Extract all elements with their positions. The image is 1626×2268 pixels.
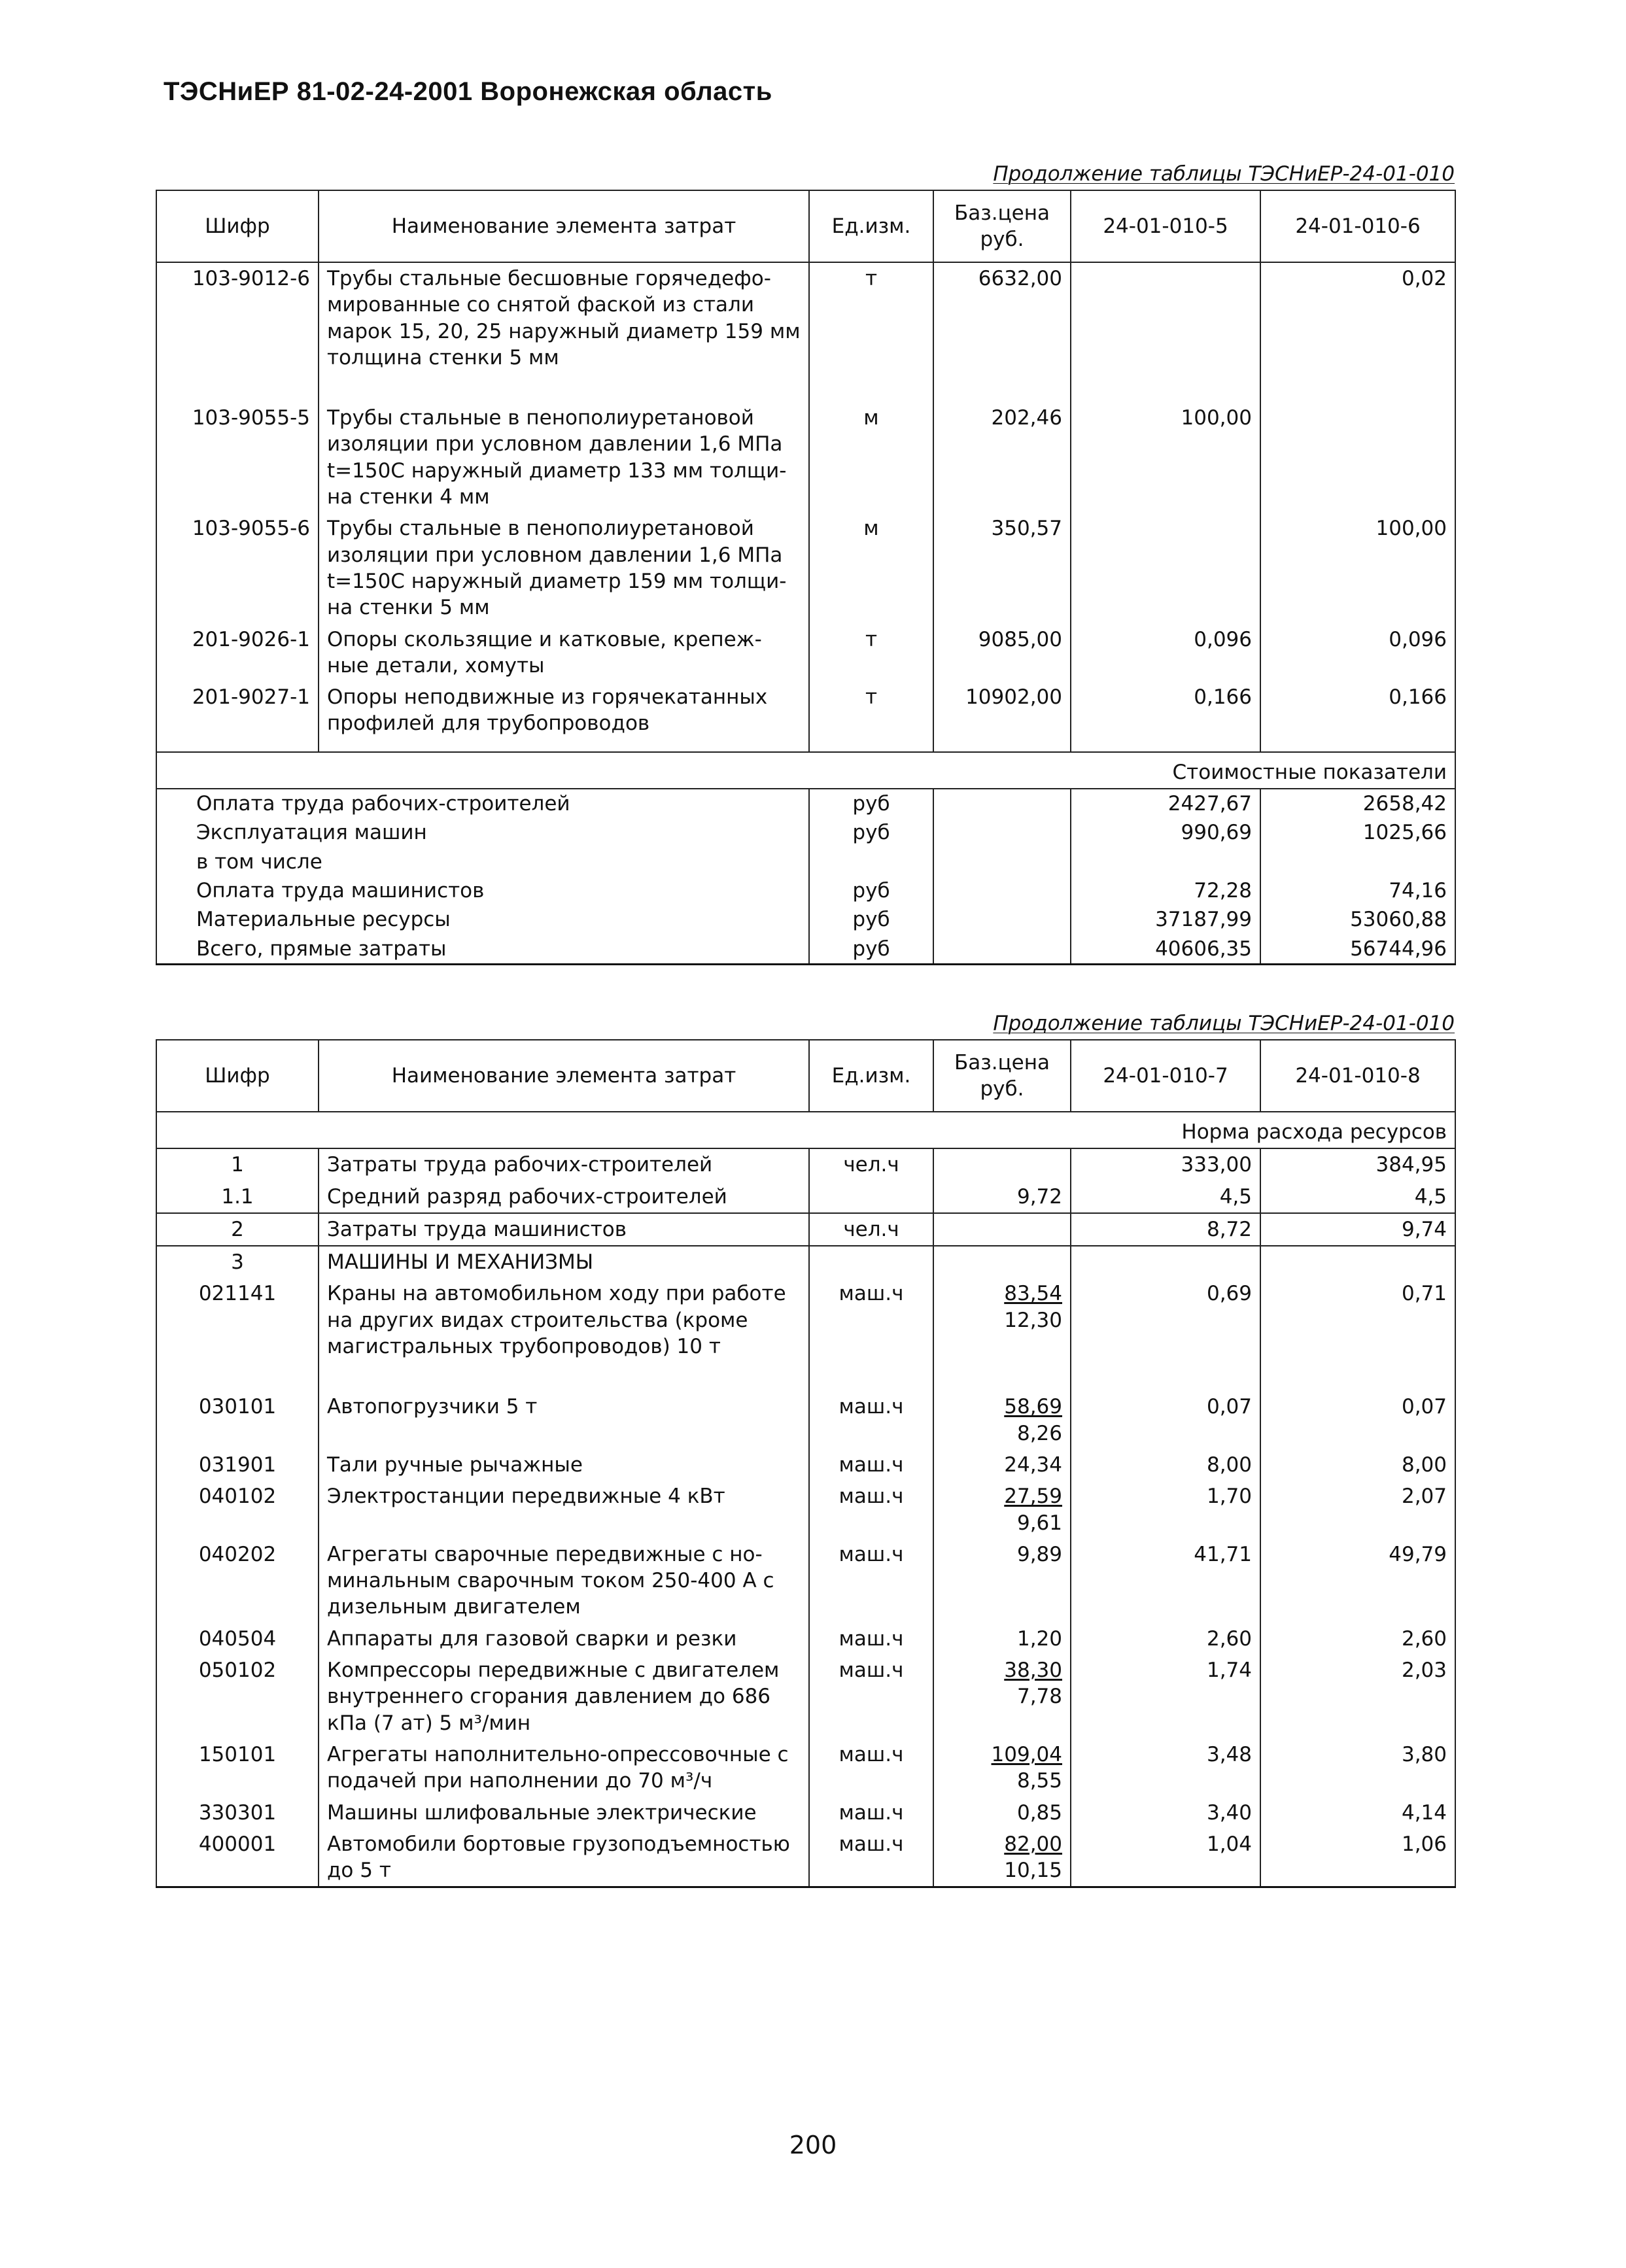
totals-name: Оплата труда машинистов bbox=[156, 876, 809, 905]
row-value-2: 0,71 bbox=[1260, 1278, 1455, 1391]
row-value-1: 3,48 bbox=[1071, 1739, 1260, 1797]
row-code: 103-9055-5 bbox=[156, 402, 319, 513]
row-price bbox=[933, 1739, 1071, 1797]
row-value-1: 0,07 bbox=[1071, 1391, 1260, 1449]
table-row bbox=[156, 1539, 1455, 1623]
row-name: Электростанции передвижные 4 кВт bbox=[319, 1481, 809, 1539]
table-row bbox=[156, 262, 1455, 402]
totals-row bbox=[156, 905, 1455, 934]
totals-name: Оплата труда рабочих-строителей bbox=[156, 789, 809, 818]
row-name: Трубы стальные в пенополиуретановой изоляции при условном давлении 1,6 МПа t=150С наружный диаметр 133 мм толщи-на стенки 4 мм bbox=[319, 402, 809, 513]
totals-price-empty bbox=[933, 876, 1071, 905]
totals-unit bbox=[809, 848, 933, 876]
row-value-1: 3,40 bbox=[1071, 1797, 1260, 1829]
table2-body bbox=[156, 1112, 1455, 1887]
row-name: Машины шлифовальные электрические bbox=[319, 1797, 809, 1829]
row-value-1 bbox=[1071, 1246, 1260, 1278]
row-value-2: 0,07 bbox=[1260, 1391, 1455, 1449]
table-row bbox=[156, 624, 1455, 682]
totals-value-1: 990,69 bbox=[1071, 818, 1260, 847]
totals-value-1: 37187,99 bbox=[1071, 905, 1260, 934]
row-value-2: 0,096 bbox=[1260, 624, 1455, 682]
row-value-1: 8,72 bbox=[1071, 1213, 1260, 1246]
row-code: 040202 bbox=[156, 1539, 319, 1623]
row-value-2: 0,166 bbox=[1260, 681, 1455, 752]
totals-value-1 bbox=[1071, 848, 1260, 876]
table2-header-row bbox=[156, 1040, 1455, 1112]
price-value: 1,20 bbox=[1016, 1626, 1062, 1651]
operator-wage-value: 10,15 bbox=[1004, 1859, 1062, 1883]
totals-unit: руб bbox=[809, 905, 933, 934]
totals-value-2 bbox=[1260, 848, 1455, 876]
row-name: Тали ручные рычажные bbox=[319, 1449, 809, 1481]
totals-value-2: 1025,66 bbox=[1260, 818, 1455, 847]
row-price: 10902,00 bbox=[933, 681, 1071, 752]
section-row bbox=[156, 752, 1455, 789]
row-price bbox=[933, 1213, 1071, 1246]
totals-value-2: 56744,96 bbox=[1260, 935, 1455, 965]
operator-wage-value: 8,26 bbox=[1016, 1421, 1062, 1445]
row-code: 050102 bbox=[156, 1655, 319, 1739]
row-unit: маш.ч bbox=[809, 1623, 933, 1655]
row-unit: маш.ч bbox=[809, 1655, 933, 1739]
row-unit: т bbox=[809, 624, 933, 682]
row-code: 031901 bbox=[156, 1449, 319, 1481]
totals-name: Материальные ресурсы bbox=[156, 905, 809, 934]
price-value: 58,69 bbox=[1004, 1395, 1062, 1419]
row-value-1: 4,5 bbox=[1071, 1181, 1260, 1213]
row-price bbox=[933, 1181, 1071, 1213]
row-value-1: 2,60 bbox=[1071, 1623, 1260, 1655]
row-unit: маш.ч bbox=[809, 1449, 933, 1481]
table2-col-price: Баз.цена руб. bbox=[933, 1040, 1071, 1112]
table2-col-name: Наименование элемента затрат bbox=[319, 1040, 809, 1112]
table-row bbox=[156, 681, 1455, 752]
row-value-2: 1,06 bbox=[1260, 1829, 1455, 1887]
totals-unit: руб bbox=[809, 935, 933, 965]
row-name: Трубы стальные в пенополиуретановой изоляции при условном давлении 1,6 МПа t=150С наружный диаметр 159 мм толщи-на стенки 5 мм bbox=[319, 513, 809, 623]
row-name: Опоры скользящие и катковые, крепеж-ные детали, хомуты bbox=[319, 624, 809, 682]
row-value-2 bbox=[1260, 402, 1455, 513]
table-row bbox=[156, 1246, 1455, 1278]
totals-price-empty bbox=[933, 935, 1071, 965]
row-price bbox=[933, 1449, 1071, 1481]
row-price bbox=[933, 1623, 1071, 1655]
row-value-2: 2,03 bbox=[1260, 1655, 1455, 1739]
row-name: Автомобили бортовые грузоподъемностью до 5 т bbox=[319, 1829, 809, 1887]
row-unit: м bbox=[809, 402, 933, 513]
row-value-2: 49,79 bbox=[1260, 1539, 1455, 1623]
row-price bbox=[933, 1278, 1071, 1391]
row-code: 400001 bbox=[156, 1829, 319, 1887]
row-unit: маш.ч bbox=[809, 1391, 933, 1449]
totals-value-2: 74,16 bbox=[1260, 876, 1455, 905]
row-code: 201-9027-1 bbox=[156, 681, 319, 752]
table-row bbox=[156, 1148, 1455, 1180]
price-value: 82,00 bbox=[1004, 1832, 1062, 1856]
row-code: 201-9026-1 bbox=[156, 624, 319, 682]
row-name: Автопогрузчики 5 т bbox=[319, 1391, 809, 1449]
row-name: Агрегаты наполнительно-опрессовочные с подачей при наполнении до 70 м³/ч bbox=[319, 1739, 809, 1797]
row-unit: маш.ч bbox=[809, 1739, 933, 1797]
price-value: 24,34 bbox=[1004, 1452, 1062, 1477]
totals-name: Всего, прямые затраты bbox=[156, 935, 809, 965]
table-row bbox=[156, 1181, 1455, 1213]
row-price bbox=[933, 1829, 1071, 1887]
table1-col-price: Баз.цена руб. bbox=[933, 190, 1071, 262]
row-value-2: 2,60 bbox=[1260, 1623, 1455, 1655]
row-name: Затраты труда рабочих-строителей bbox=[319, 1148, 809, 1180]
table-row bbox=[156, 1829, 1455, 1887]
row-price bbox=[933, 1246, 1071, 1278]
row-code: 2 bbox=[156, 1213, 319, 1246]
row-name: МАШИНЫ И МЕХАНИЗМЫ bbox=[319, 1246, 809, 1278]
totals-value-1: 2427,67 bbox=[1071, 789, 1260, 818]
row-code: 3 bbox=[156, 1246, 319, 1278]
row-unit: маш.ч bbox=[809, 1829, 933, 1887]
row-price bbox=[933, 1148, 1071, 1180]
row-name: Средний разряд рабочих-строителей bbox=[319, 1181, 809, 1213]
price-value: 109,04 bbox=[991, 1742, 1062, 1766]
table2-continuation-caption: Продолжение таблицы ТЭСНиЕР-24-01-010 bbox=[993, 1012, 1455, 1035]
row-name: Компрессоры передвижные с двигателем внутреннего сгорания давлением до 686 кПа (7 ат) 5 м³/мин bbox=[319, 1655, 809, 1739]
row-unit bbox=[809, 1181, 933, 1213]
row-value-2: 8,00 bbox=[1260, 1449, 1455, 1481]
row-price bbox=[933, 1655, 1071, 1739]
table-row bbox=[156, 1278, 1455, 1391]
table1 bbox=[156, 190, 1456, 965]
row-unit: маш.ч bbox=[809, 1278, 933, 1391]
section-row bbox=[156, 1112, 1455, 1148]
totals-row bbox=[156, 876, 1455, 905]
row-code: 330301 bbox=[156, 1797, 319, 1829]
row-value-2: 100,00 bbox=[1260, 513, 1455, 623]
row-code: 1.1 bbox=[156, 1181, 319, 1213]
row-value-2: 2,07 bbox=[1260, 1481, 1455, 1539]
operator-wage-value: 9,61 bbox=[1016, 1511, 1062, 1535]
row-value-1: 1,04 bbox=[1071, 1829, 1260, 1887]
table-row bbox=[156, 402, 1455, 513]
row-unit: чел.ч bbox=[809, 1213, 933, 1246]
totals-row bbox=[156, 935, 1455, 965]
row-price bbox=[933, 1797, 1071, 1829]
row-code: 103-9055-6 bbox=[156, 513, 319, 623]
table1-col-010-5: 24-01-010-5 bbox=[1071, 190, 1260, 262]
row-value-2: 384,95 bbox=[1260, 1148, 1455, 1180]
row-value-1 bbox=[1071, 262, 1260, 402]
row-price: 9085,00 bbox=[933, 624, 1071, 682]
row-unit: т bbox=[809, 681, 933, 752]
row-value-1: 333,00 bbox=[1071, 1148, 1260, 1180]
totals-value-2: 53060,88 bbox=[1260, 905, 1455, 934]
row-code: 1 bbox=[156, 1148, 319, 1180]
row-value-2: 0,02 bbox=[1260, 262, 1455, 402]
row-name: Опоры неподвижные из горячекатанных профилей для трубопроводов bbox=[319, 681, 809, 752]
row-price: 202,46 bbox=[933, 402, 1071, 513]
table1-col-unit: Ед.изм. bbox=[809, 190, 933, 262]
row-value-1: 100,00 bbox=[1071, 402, 1260, 513]
totals-price-empty bbox=[933, 789, 1071, 818]
row-value-2: 9,74 bbox=[1260, 1213, 1455, 1246]
row-unit: маш.ч bbox=[809, 1797, 933, 1829]
row-unit: м bbox=[809, 513, 933, 623]
totals-row bbox=[156, 789, 1455, 818]
row-unit bbox=[809, 1246, 933, 1278]
totals-value-1: 40606,35 bbox=[1071, 935, 1260, 965]
row-price bbox=[933, 1391, 1071, 1449]
table1-col-name: Наименование элемента затрат bbox=[319, 190, 809, 262]
table-row bbox=[156, 1655, 1455, 1739]
price-value: 27,59 bbox=[1004, 1485, 1062, 1509]
row-name: Затраты труда машинистов bbox=[319, 1213, 809, 1246]
table-row bbox=[156, 1449, 1455, 1481]
section-label-resource-norms: Норма расхода ресурсов bbox=[156, 1112, 1455, 1148]
table2-col-010-8: 24-01-010-8 bbox=[1260, 1040, 1455, 1112]
table-row bbox=[156, 1391, 1455, 1449]
table2-col-code: Шифр bbox=[156, 1040, 319, 1112]
row-value-2: 4,5 bbox=[1260, 1181, 1455, 1213]
row-value-2 bbox=[1260, 1246, 1455, 1278]
operator-wage-value: 12,30 bbox=[1004, 1308, 1062, 1332]
row-price: 350,57 bbox=[933, 513, 1071, 623]
table-row bbox=[156, 1797, 1455, 1829]
totals-price-empty bbox=[933, 848, 1071, 876]
row-value-1: 0,69 bbox=[1071, 1278, 1260, 1391]
table2 bbox=[156, 1039, 1456, 1888]
row-name: Аппараты для газовой сварки и резки bbox=[319, 1623, 809, 1655]
row-unit: маш.ч bbox=[809, 1481, 933, 1539]
row-price bbox=[933, 1481, 1071, 1539]
row-code: 040504 bbox=[156, 1623, 319, 1655]
row-name: Краны на автомобильном ходу при работе на других видах строительства (кроме магистральных трубопроводов) 10 т bbox=[319, 1278, 809, 1391]
table-row bbox=[156, 1213, 1455, 1246]
table-row bbox=[156, 1739, 1455, 1797]
row-name: Трубы стальные бесшовные горячедефо-мированные со снятой фаской из стали марок 15, 20, 25 наружный диаметр 159 мм толщина стенки 5 мм bbox=[319, 262, 809, 402]
row-value-2: 3,80 bbox=[1260, 1739, 1455, 1797]
price-value: 83,54 bbox=[1004, 1282, 1062, 1306]
operator-wage-value: 7,78 bbox=[1016, 1685, 1062, 1709]
totals-price-empty bbox=[933, 905, 1071, 934]
totals-unit: руб bbox=[809, 818, 933, 847]
row-code: 150101 bbox=[156, 1739, 319, 1797]
row-value-1 bbox=[1071, 513, 1260, 623]
table1-continuation-caption: Продолжение таблицы ТЭСНиЕР-24-01-010 bbox=[993, 162, 1455, 186]
row-unit: маш.ч bbox=[809, 1539, 933, 1623]
table1-col-010-6: 24-01-010-6 bbox=[1260, 190, 1455, 262]
totals-price-empty bbox=[933, 818, 1071, 847]
price-value: 9,89 bbox=[1016, 1542, 1062, 1566]
totals-unit: руб bbox=[809, 876, 933, 905]
table-row bbox=[156, 1481, 1455, 1539]
row-value-1: 41,71 bbox=[1071, 1539, 1260, 1623]
page-number: 200 bbox=[789, 2131, 837, 2159]
row-code: 040102 bbox=[156, 1481, 319, 1539]
row-value-2: 4,14 bbox=[1260, 1797, 1455, 1829]
table2-col-010-7: 24-01-010-7 bbox=[1071, 1040, 1260, 1112]
row-value-1: 1,70 bbox=[1071, 1481, 1260, 1539]
row-name: Агрегаты сварочные передвижные с но-минальным сварочным током 250-400 А с дизельным двигателем bbox=[319, 1539, 809, 1623]
row-unit: чел.ч bbox=[809, 1148, 933, 1180]
price-value: 0,85 bbox=[1016, 1800, 1062, 1825]
totals-row bbox=[156, 818, 1455, 847]
row-value-1: 0,096 bbox=[1071, 624, 1260, 682]
table2-col-unit: Ед.изм. bbox=[809, 1040, 933, 1112]
table-row bbox=[156, 513, 1455, 623]
totals-value-1: 72,28 bbox=[1071, 876, 1260, 905]
totals-row bbox=[156, 848, 1455, 876]
table1-col-code: Шифр bbox=[156, 190, 319, 262]
totals-unit: руб bbox=[809, 789, 933, 818]
table-row bbox=[156, 1623, 1455, 1655]
price-value: 38,30 bbox=[1004, 1658, 1062, 1683]
totals-value-2: 2658,42 bbox=[1260, 789, 1455, 818]
row-code: 030101 bbox=[156, 1391, 319, 1449]
operator-wage-value: 8,55 bbox=[1016, 1769, 1062, 1793]
row-unit: т bbox=[809, 262, 933, 402]
document-title: ТЭСНиЕР 81-02-24-2001 Воронежская область bbox=[164, 77, 772, 106]
row-price bbox=[933, 1539, 1071, 1623]
totals-name: Эксплуатация машин bbox=[156, 818, 809, 847]
section-label-cost-indicators: Стоимостные показатели bbox=[156, 752, 1455, 789]
row-value-1: 8,00 bbox=[1071, 1449, 1260, 1481]
row-value-1: 0,166 bbox=[1071, 681, 1260, 752]
totals-name: в том числе bbox=[156, 848, 809, 876]
row-value-1: 1,74 bbox=[1071, 1655, 1260, 1739]
row-code: 021141 bbox=[156, 1278, 319, 1391]
price-value: 9,72 bbox=[1016, 1184, 1062, 1209]
table1-header-row bbox=[156, 190, 1455, 262]
row-code: 103-9012-6 bbox=[156, 262, 319, 402]
row-price: 6632,00 bbox=[933, 262, 1071, 402]
